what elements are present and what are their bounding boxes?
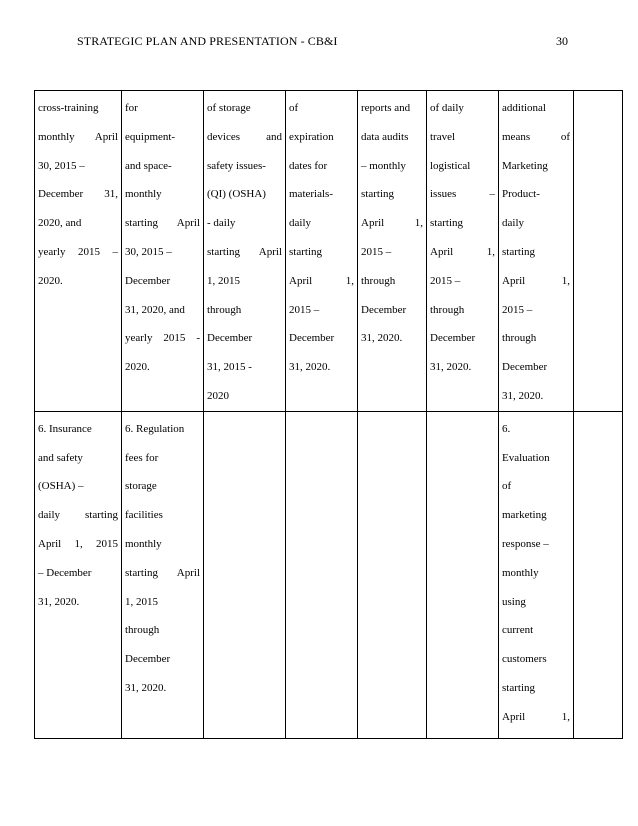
cell-text-line: starting April [125, 566, 200, 579]
cell-text-line: fees for [125, 451, 159, 464]
cell-text-line: (QI) (OSHA) [207, 188, 266, 201]
cell-text-line: issues – [430, 188, 495, 201]
cell-text-line: December [361, 303, 407, 316]
cell-text-line: and safety [38, 451, 83, 464]
cell-text-line: December 31, [38, 188, 118, 201]
cell-text-line: additional [502, 102, 546, 114]
cell-text-line: logistical [430, 159, 471, 172]
cell-text-line: starting April [207, 245, 282, 258]
cell-text-line: starting [430, 217, 463, 230]
cell-text-line: monthly April [38, 130, 118, 143]
cell-text-line: yearly 2015 - [125, 332, 200, 345]
table-cell-empty [427, 411, 499, 738]
table-cell [499, 411, 574, 738]
cell-text-line: 31, 2020. [38, 595, 80, 608]
cell-text-line: December [289, 332, 335, 345]
cell-text-line: expiration [289, 130, 334, 143]
table-cell [122, 91, 204, 412]
cell-text-line: dates for [289, 159, 328, 172]
table-cell [35, 411, 122, 738]
cell-text-line: facilities [125, 509, 163, 522]
cell-text-line: devices and [207, 130, 282, 143]
cell-text-line: Evaluation [502, 451, 550, 464]
table-cell-empty [204, 411, 286, 738]
cell-text-line: data audits [361, 130, 409, 143]
cell-text-line: starting April [125, 217, 200, 230]
table-row [35, 411, 623, 738]
cell-text-line: December [502, 361, 548, 374]
cell-text-line: 6. Insurance [38, 422, 92, 435]
cell-text-line: equipment- [125, 130, 176, 143]
page-header [62, 34, 568, 52]
cell-text-line: through [430, 303, 465, 316]
cell-text-line: 31, 2015 - [207, 361, 252, 374]
cell-text-line: daily [502, 217, 524, 230]
cell-text-line: December [207, 332, 253, 345]
cell-text-line: Product- [502, 188, 540, 201]
cell-text-line: using [502, 595, 526, 608]
cell-text-line: monthly [502, 566, 539, 579]
cell-text-line: Marketing [502, 159, 548, 172]
cell-text-line: of storage [207, 102, 251, 114]
cell-text-line: 6. [502, 422, 511, 435]
cell-text-line: April 1, [289, 274, 354, 287]
cell-text-line: (OSHA) – [38, 480, 84, 493]
cell-text-line: starting [361, 188, 394, 201]
cell-text-line: December [430, 332, 476, 345]
cell-text-line: December [125, 274, 171, 287]
table-cell-empty [574, 411, 623, 738]
cell-text-line: starting [502, 681, 535, 694]
cell-text-line: 2020 [207, 389, 229, 402]
cell-text-line: 31, 2020. [361, 332, 403, 345]
table-cell-empty [574, 91, 623, 412]
cell-text-line: 2015 – [502, 303, 533, 316]
cell-text-line: 6. Regulation [125, 422, 185, 435]
cell-text-line: through [361, 274, 396, 287]
cell-text-line: current [502, 624, 534, 637]
cell-text-line: travel [430, 130, 456, 143]
cell-text-line: yearly 2015 – [38, 245, 118, 258]
cell-text-line: starting [502, 245, 535, 258]
cell-text-line: cross-training [38, 102, 99, 114]
cell-text-line: of [289, 102, 299, 114]
cell-text-line: April 1, [502, 274, 570, 287]
cell-text-line: April 1, 2015 [38, 537, 118, 550]
table-cell [204, 91, 286, 412]
cell-text-line: 30, 2015 – [125, 245, 172, 258]
running-head-title: STRATEGIC PLAN AND PRESENTATION - CB&I [77, 34, 338, 48]
cell-text-line: materials- [289, 188, 333, 201]
table-cell [499, 91, 574, 412]
cell-text-line: storage [125, 480, 157, 493]
cell-text-line: 2020. [38, 274, 63, 287]
cell-text-line: 31, 2020. [125, 681, 167, 694]
cell-text-line: April 1, [361, 217, 423, 230]
cell-text-line: 2015 – [361, 245, 392, 258]
cell-text-line: reports and [361, 102, 411, 114]
cell-text-line: 1, 2015 [207, 274, 240, 287]
cell-text-line: 2015 – [430, 274, 461, 287]
cell-text-line: 1, 2015 [125, 595, 158, 608]
cell-text-line: monthly [125, 188, 162, 201]
cell-text-line: starting [289, 245, 322, 258]
table-cell [286, 91, 358, 412]
cell-text-line: of daily [430, 102, 464, 114]
cell-text-line: – monthly [361, 159, 406, 172]
cell-text-line: and space- [125, 159, 172, 172]
cell-text-line: April 1, [502, 710, 570, 723]
cell-text-line: safety issues- [207, 159, 266, 172]
cell-text-line: through [207, 303, 242, 316]
cell-text-line: December [125, 653, 171, 666]
cell-text-line: 31, 2020. [430, 361, 472, 374]
cell-text-line: means of [502, 130, 570, 143]
table-cell [427, 91, 499, 412]
page-number: 30 [556, 34, 568, 48]
cell-text-line: through [502, 332, 537, 345]
cell-text-line: 31, 2020. [289, 361, 331, 374]
cell-text-line: customers [502, 653, 547, 666]
table-cell [358, 91, 427, 412]
strategic-plan-table [34, 90, 623, 739]
cell-text-line: response – [502, 537, 549, 550]
cell-text-line: 2015 – [289, 303, 320, 316]
cell-text-line: April 1, [430, 245, 495, 258]
cell-text-line: 31, 2020, and [125, 303, 185, 316]
cell-text-line: of [502, 480, 512, 493]
cell-text-line: through [125, 624, 160, 637]
cell-text-line: – December [38, 566, 92, 579]
cell-text-line: marketing [502, 509, 547, 522]
table-row [35, 91, 623, 412]
table-cell [122, 411, 204, 738]
cell-text-line: 2020. [125, 361, 150, 374]
table-cell [35, 91, 122, 412]
cell-text-line: monthly [125, 537, 162, 550]
cell-text-line: 31, 2020. [502, 389, 544, 402]
cell-text-line: daily [289, 217, 311, 230]
cell-text-line: for [125, 102, 138, 114]
table-cell-empty [358, 411, 427, 738]
cell-text-line: 2020, and [38, 217, 82, 230]
cell-text-line: - daily [207, 217, 236, 230]
cell-text-line: daily starting [38, 509, 118, 522]
table-cell-empty [286, 411, 358, 738]
cell-text-line: 30, 2015 – [38, 159, 85, 172]
